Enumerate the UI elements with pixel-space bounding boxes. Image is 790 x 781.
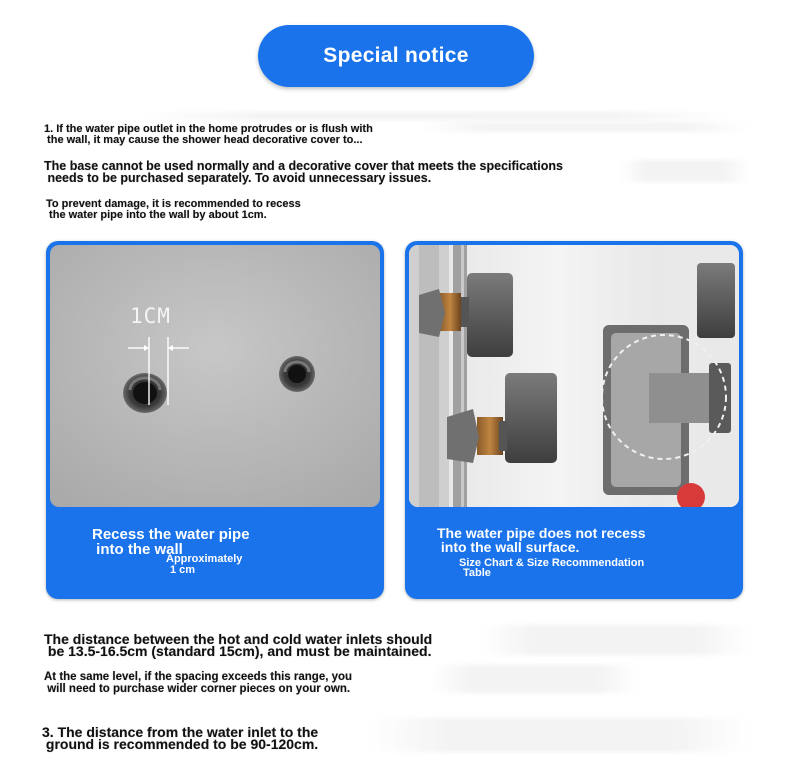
- ground-distance-line-2: ground is recommended to be 90-120cm.: [42, 736, 319, 752]
- note-2-line-1: The base cannot be used normally and a decorative cover that meets the specifications: [44, 159, 563, 173]
- faded-text-band: [140, 112, 730, 120]
- one-cm-label: 1CM: [130, 304, 171, 328]
- left-sub-line-1: Approximately: [166, 553, 243, 565]
- note-1-line-2: the wall, it may cause the shower head decorative cover to...: [44, 134, 363, 146]
- spacing-note-line-2: will need to purchase wider corner pieces on your own.: [44, 683, 351, 695]
- note-3-line-2: the water pipe into the wall by about 1cm.: [46, 209, 267, 221]
- recessed-pipe-photo: [50, 245, 380, 507]
- page-title: Special notice: [323, 44, 469, 67]
- right-caption-line-2: into the wall surface.: [437, 539, 580, 555]
- faded-text-band: [420, 122, 750, 132]
- left-sub-line-2: 1 cm: [170, 564, 196, 576]
- ground-distance-line-1: 3. The distance from the water inlet to the: [42, 724, 319, 740]
- right-sub-line-2: Table: [463, 567, 491, 579]
- non-recessed-pipe-card: [405, 241, 743, 599]
- right-sub-line-1: Size Chart & Size Recommendation: [459, 557, 645, 569]
- faded-text-band: [620, 160, 750, 182]
- note-3-line-1: To prevent damage, it is recommended to recess: [46, 198, 301, 210]
- special-notice-banner: [258, 25, 534, 87]
- spacing-note-line-1: At the same level, if the spacing exceeds this range, you: [44, 671, 353, 683]
- inlet-distance-line-2: be 13.5-16.5cm (standard 15cm), and must be maintained.: [44, 643, 432, 659]
- note-1-line-1: 1. If the water pipe outlet in the home protrudes or is flush with: [44, 123, 373, 135]
- left-caption-line-1: Recess the water pipe: [92, 526, 250, 543]
- non-recessed-pipe-photo: [409, 245, 739, 507]
- right-caption-line-1: The water pipe does not recess: [437, 525, 646, 541]
- recessed-pipe-card: [46, 241, 384, 599]
- faded-text-band: [430, 665, 640, 693]
- note-2-line-2: needs to be purchased separately. To avoid unnecessary issues.: [44, 171, 432, 185]
- left-caption-line-2: into the wall: [92, 541, 183, 558]
- faded-text-band: [480, 625, 750, 655]
- inlet-distance-line-1: The distance between the hot and cold water inlets should: [44, 631, 433, 647]
- faded-text-band: [370, 718, 750, 752]
- protruding-pipe-illustration: [409, 245, 739, 507]
- wall-holes-illustration: [50, 245, 380, 507]
